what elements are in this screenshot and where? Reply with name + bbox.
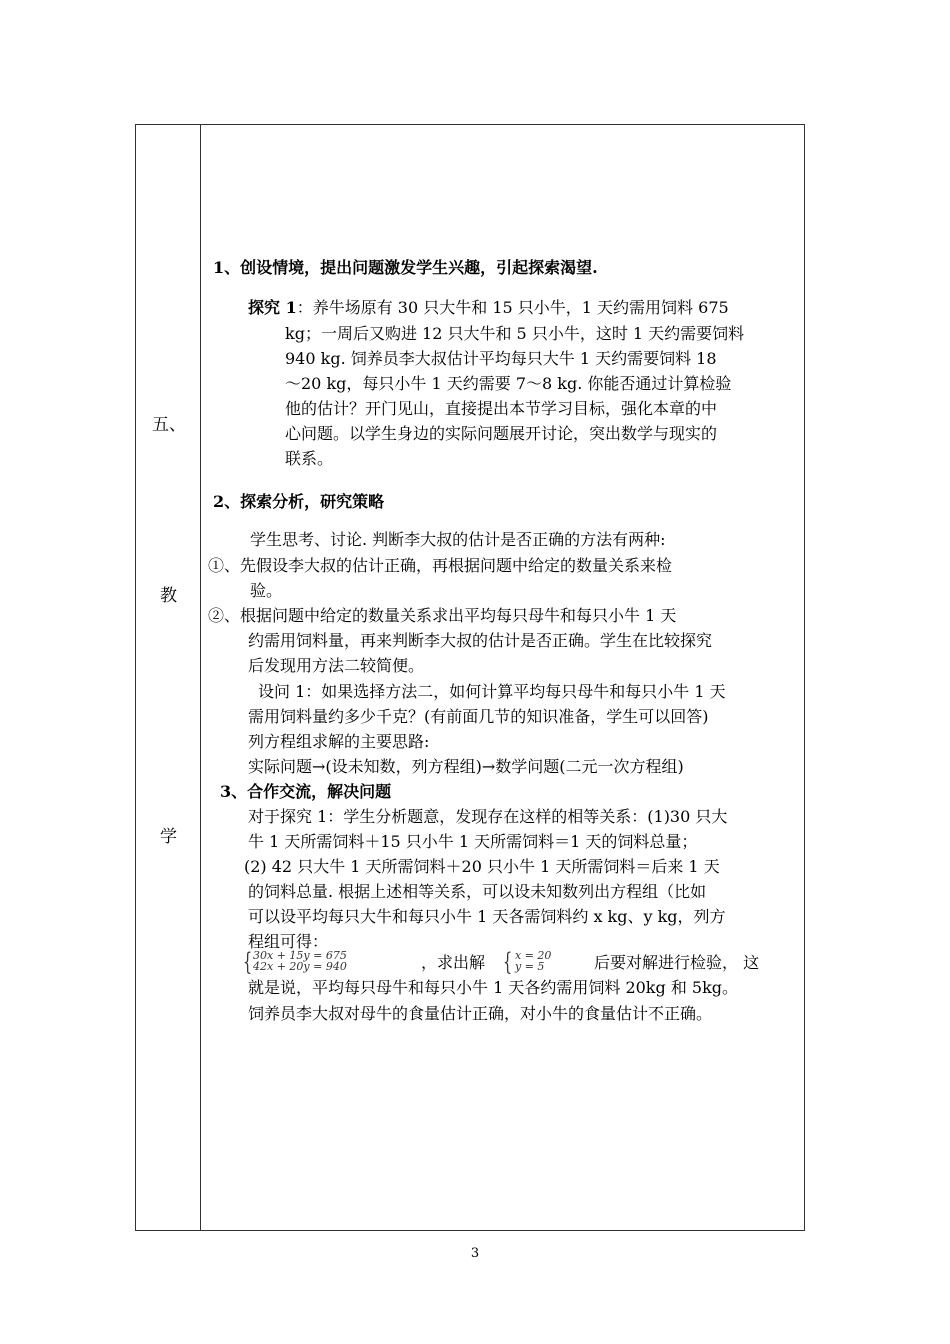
section3-line: 对于探究 1：学生分析题意，发现存在这样的相等关系：(1)30 只大 <box>248 807 728 826</box>
column-divider <box>200 124 201 1231</box>
section3-line: 的饲料总量. 根据上述相等关系，可以设未知数列出方程组（比如 <box>248 882 707 901</box>
table-frame <box>135 124 805 1231</box>
section2-line: 学生思考、讨论. 判断李大叔的估计是否正确的方法有两种: <box>250 530 666 549</box>
left-label-wu: 五、 <box>152 415 186 435</box>
section1-line: 探究 1：养牛场原有 30 只大牛和 15 只小牛，1 天约需用饲料 675 <box>248 298 729 317</box>
section1-line: ～20 kg，每只小牛 1 天约需要 7～8 kg. 你能否通过计算检验 <box>285 374 732 393</box>
section1-line: 940 kg. 饲养员李大叔估计平均每只大牛 1 天约需要饲料 18 <box>285 349 717 368</box>
section2-line: ①、先假设李大叔的估计正确，再根据问题中给定的数量关系来检 <box>208 556 673 575</box>
solve-text: ，求出解 <box>421 953 486 972</box>
solution-brace: { <box>503 948 513 976</box>
solution-line-1: x = 20 <box>515 949 552 962</box>
section2-line: 需用饲料量约多少千克？(有前面几节的知识准备，学生可以回答) <box>248 707 709 726</box>
section1-line: 联系。 <box>285 449 334 468</box>
section2-line: 后发现用方法二较简便。 <box>248 656 425 675</box>
section2-line: ②、根据问题中给定的数量关系求出平均每只母牛和每只小牛 1 天 <box>208 606 677 625</box>
section2-line: 验。 <box>250 581 283 600</box>
section1-line: 心问题。以学生身边的实际问题展开讨论，突出数学与现实的 <box>285 424 718 443</box>
section2-line: 约需用饲料量，再来判断李大叔的估计是否正确。学生在比较探究 <box>248 631 713 650</box>
section3-tail-line: 饲养员李大叔对母牛的食量估计正确，对小牛的食量估计不正确。 <box>248 1004 713 1023</box>
section2-line: 设问 1：如果选择方法二，如何计算平均每只母牛和每只小牛 1 天 <box>258 682 726 701</box>
equation-brace: { <box>243 948 253 976</box>
section3-line: (2) 42 只大牛 1 天所需饲料＋20 只小牛 1 天所需饲料＝后来 1 天 <box>244 857 720 876</box>
section3-line: 可以设平均每只大牛和每只小牛 1 天各需饲料约 x kg、y kg，列方 <box>248 907 726 926</box>
left-label-xue: 学 <box>160 827 177 847</box>
section2-line: 列方程组求解的主要思路: <box>248 732 430 751</box>
section2-line: 实际问题→(设未知数，列方程组)→数学问题(二元一次方程组) <box>248 757 684 776</box>
after-solution-text: 后要对解进行检验， 这 <box>594 953 760 972</box>
section3-tail-line: 就是说，平均每只母牛和每只小牛 1 天各约需用饲料 20kg 和 5kg。 <box>248 978 739 997</box>
section3-line: 程组可得： <box>248 932 329 951</box>
solution-system <box>503 950 589 976</box>
section2-heading: 2、探索分析，研究策略 <box>213 492 385 511</box>
equation-line-1: 30x + 15y = 675 <box>253 949 347 962</box>
equation-system <box>243 950 419 976</box>
section3-line: 牛 1 天所需饲料＋15 只小牛 1 天所需饲料＝1 天的饲料总量； <box>248 832 698 851</box>
solution-line-2: y = 5 <box>515 960 545 973</box>
section1-heading: 1、创设情境，提出问题激发学生兴趣，引起探索渴望. <box>213 258 598 277</box>
section3-heading: 3、合作交流，解决问题 <box>220 782 392 801</box>
section1-line: kg；一周后又购进 12 只大牛和 5 只小牛，这时 1 天约需要饲料 <box>285 324 745 343</box>
page-number: 3 <box>470 1246 480 1261</box>
section1-line: 他的估计？开门见山，直接提出本节学习目标，强化本章的中 <box>285 399 718 418</box>
equation-line-2: 42x + 20y = 940 <box>253 960 347 973</box>
left-label-jiao: 教 <box>160 586 177 606</box>
